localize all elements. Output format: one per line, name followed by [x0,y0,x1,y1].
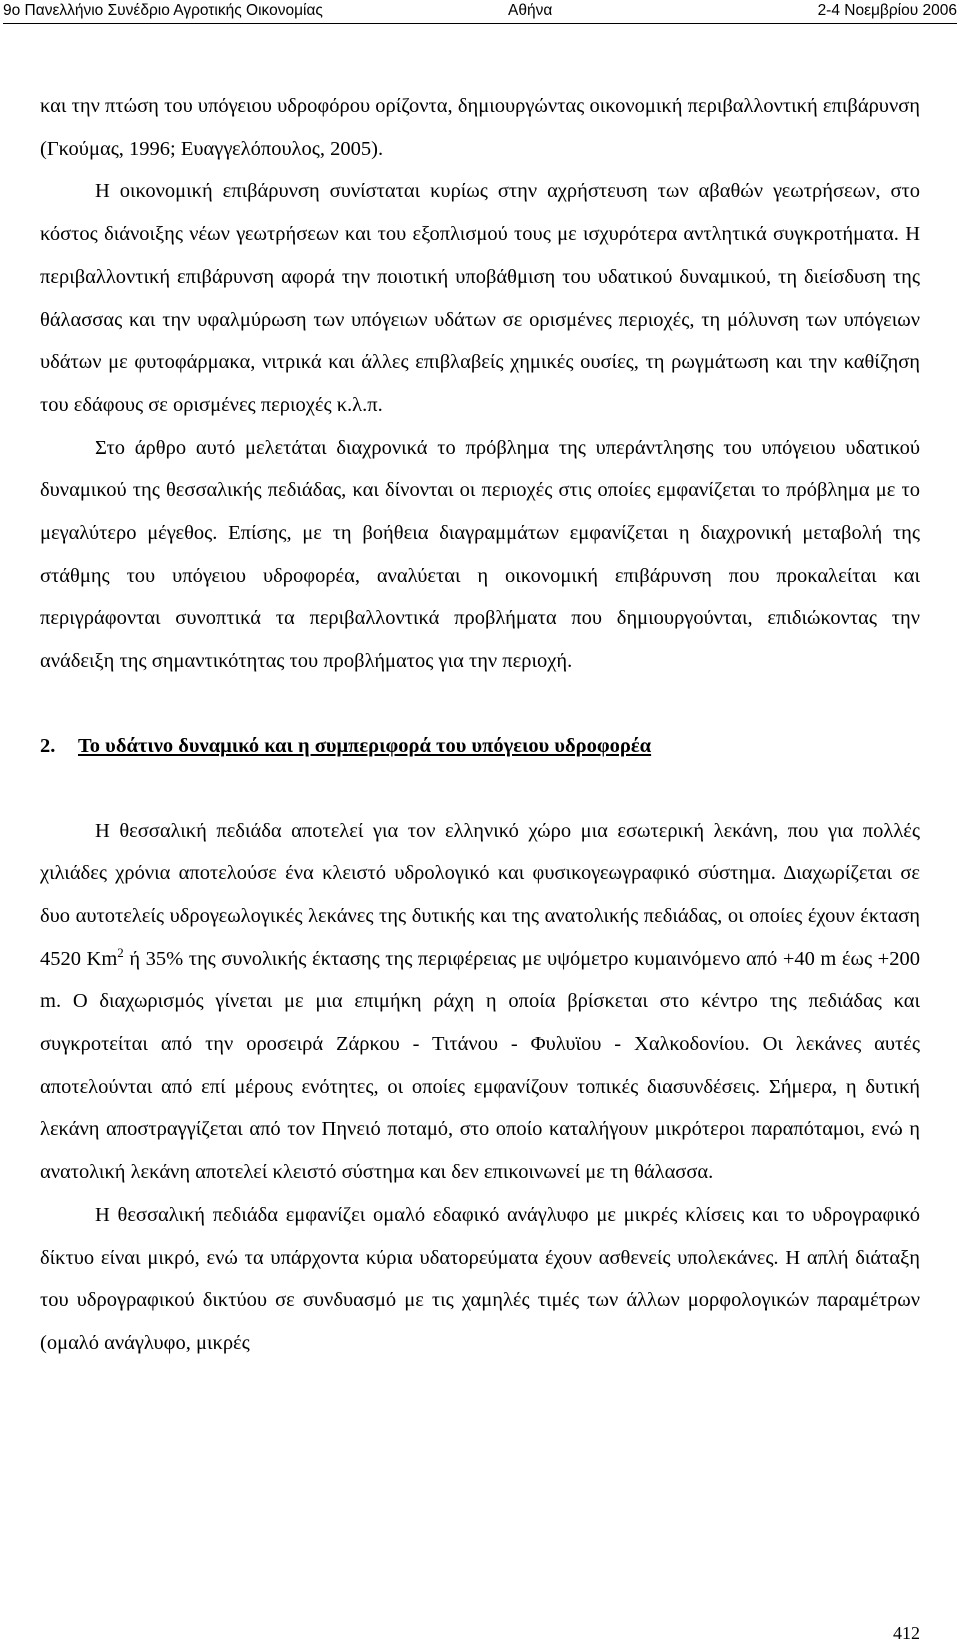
superscript-exponent: 2 [117,944,124,960]
header-conference-title: 9ο Πανελλήνιο Συνέδριο Αγροτικής Οικονομίας [3,2,323,19]
header-dates: 2-4 Νοεμβρίου 2006 [817,2,957,19]
document-body [40,85,920,1365]
paragraph-hydrographic-network: Η θεσσαλική πεδιάδα εμφανίζει ομαλό εδαφικό ανάγλυφο με μικρές κλίσεις και το υδρογραφικό δίκτυο είναι μικρό, ενώ τα υπάρχοντα κύρια υδατορεύματα έχουν ασθενείς υπολεκάνες. Η απλή διάταξη του υδρογραφικού δικτύου σε συνδυασμό με τις χαμηλές τιμές των άλλων μορφολογικών παραμέτρων (ομαλό ανάγλυφο, μικρές [40,1203,920,1354]
section-number: 2. [40,734,56,757]
paragraph-text-part-1: Η θεσσαλική πεδιάδα αποτελεί για τον ελληνικό χώρο μια εσωτερική λεκάνη, που για πολλές χιλιάδες χρόνια αποτελούσε ένα κλειστό υδρολογικό και φυσικογεωγραφικό σύστημα. Διαχωρίζεται σε δυο αυτοτελείς υδρογεωλογικές λεκάνες της δυτικής και της ανατολικής πεδιάδας, οι οποίες έχουν έκταση 4520 Km [40,819,920,970]
section-title: Το υδάτινο δυναμικό και η συμπεριφορά του υπόγειου υδροφορέα [78,734,652,757]
running-header [0,0,960,22]
paragraph-economic-burden: Η οικονομική επιβάρυνση συνίσταται κυρίως στην αχρήστευση των αβαθών γεωτρήσεων, στο κόστος διάνοιξης νέων γεωτρήσεων και του εξοπλισμού τους με ισχυρότερα αντλητικά συγκροτήματα. Η περιβαλλοντική επιβάρυνση αφορά την ποιοτική υποβάθμιση του υδατικού δυναμικού, τη διείσδυση της θάλασσας και την υφαλμύρωση των υπόγειων υδάτων σε ορισμένες περιοχές, τη μόλυνση των υπόγειων υδάτων με φυτοφάρμακα, νιτρικά και άλλες επιβλαβείς χημικές ουσίες, τη ρωγμάτωση και την καθίζηση του εδάφους σε ορισμένες περιοχές κ.λ.π. [40,180,920,416]
paragraph-text-part-2: ή 35% της συνολικής έκτασης της περιφέρειας με υψόμετρο κυμαινόμενο από +40 m έως +200 m. Ο διαχωρισμός γίνεται με μια επιμήκη ράχη η οποία βρίσκεται στο κέντρο της πεδιάδας και συγκροτείται από την οροσειρά Ζάρκου - Τιτάνου - Φυλυϊου - Χαλκοδονίου. Οι λεκάνες αυτές αποτελούνται από επί μέρους ενότητες, οι οποίες εμφανίζουν τοπικές διασυνδέσεις. Σήμερα, η δυτική λεκάνη αποστραγγίζεται από τον Πηνειό ποταμό, στο οποίο καταλήγουν μικρότεροι παραπόταμοι, ενώ η ανατολική λεκάνη αποτελεί κλειστό σύστημα και δεν επικοινωνεί με τη θάλασσα. [40,947,920,1184]
paragraph-article-scope: Στο άρθρο αυτό μελετάται διαχρονικά το πρόβλημα της υπεράντλησης του υπόγειου υδατικού δυναμικού της θεσσαλικής πεδιάδας, και δίνονται οι περιοχές στις οποίες εμφανίζεται το πρόβλημα με το μεγαλύτερο μέγεθος. Επίσης, με τη βοήθεια διαγραμμάτων εμφανίζεται η διαχρονική μεταβολή της στάθμης του υπόγειου υδροφορέα, αναλύεται η οικονομική επιβάρυνση που προκαλείται και περιγράφονται συνοπτικά τα περιβαλλοντικά προβλήματα που δημιουργούνται, επιδιώκοντας την ανάδειξη της σημαντικότητας του προβλήματος για την περιοχή. [40,436,920,673]
page-number: 412 [893,1623,920,1643]
paragraph-continuation: και την πτώση του υπόγειου υδροφόρου ορίζοντα, δημιουργώντας οικονομική περιβαλλοντική επιβάρυνση (Γκούμας, 1996; Ευαγγελόπουλος, 2005). [40,95,920,160]
section-heading [40,725,920,768]
header-rule [3,23,957,24]
header-city: Αθήνα [508,2,553,19]
paragraph-thessaly-plain [40,810,920,1194]
